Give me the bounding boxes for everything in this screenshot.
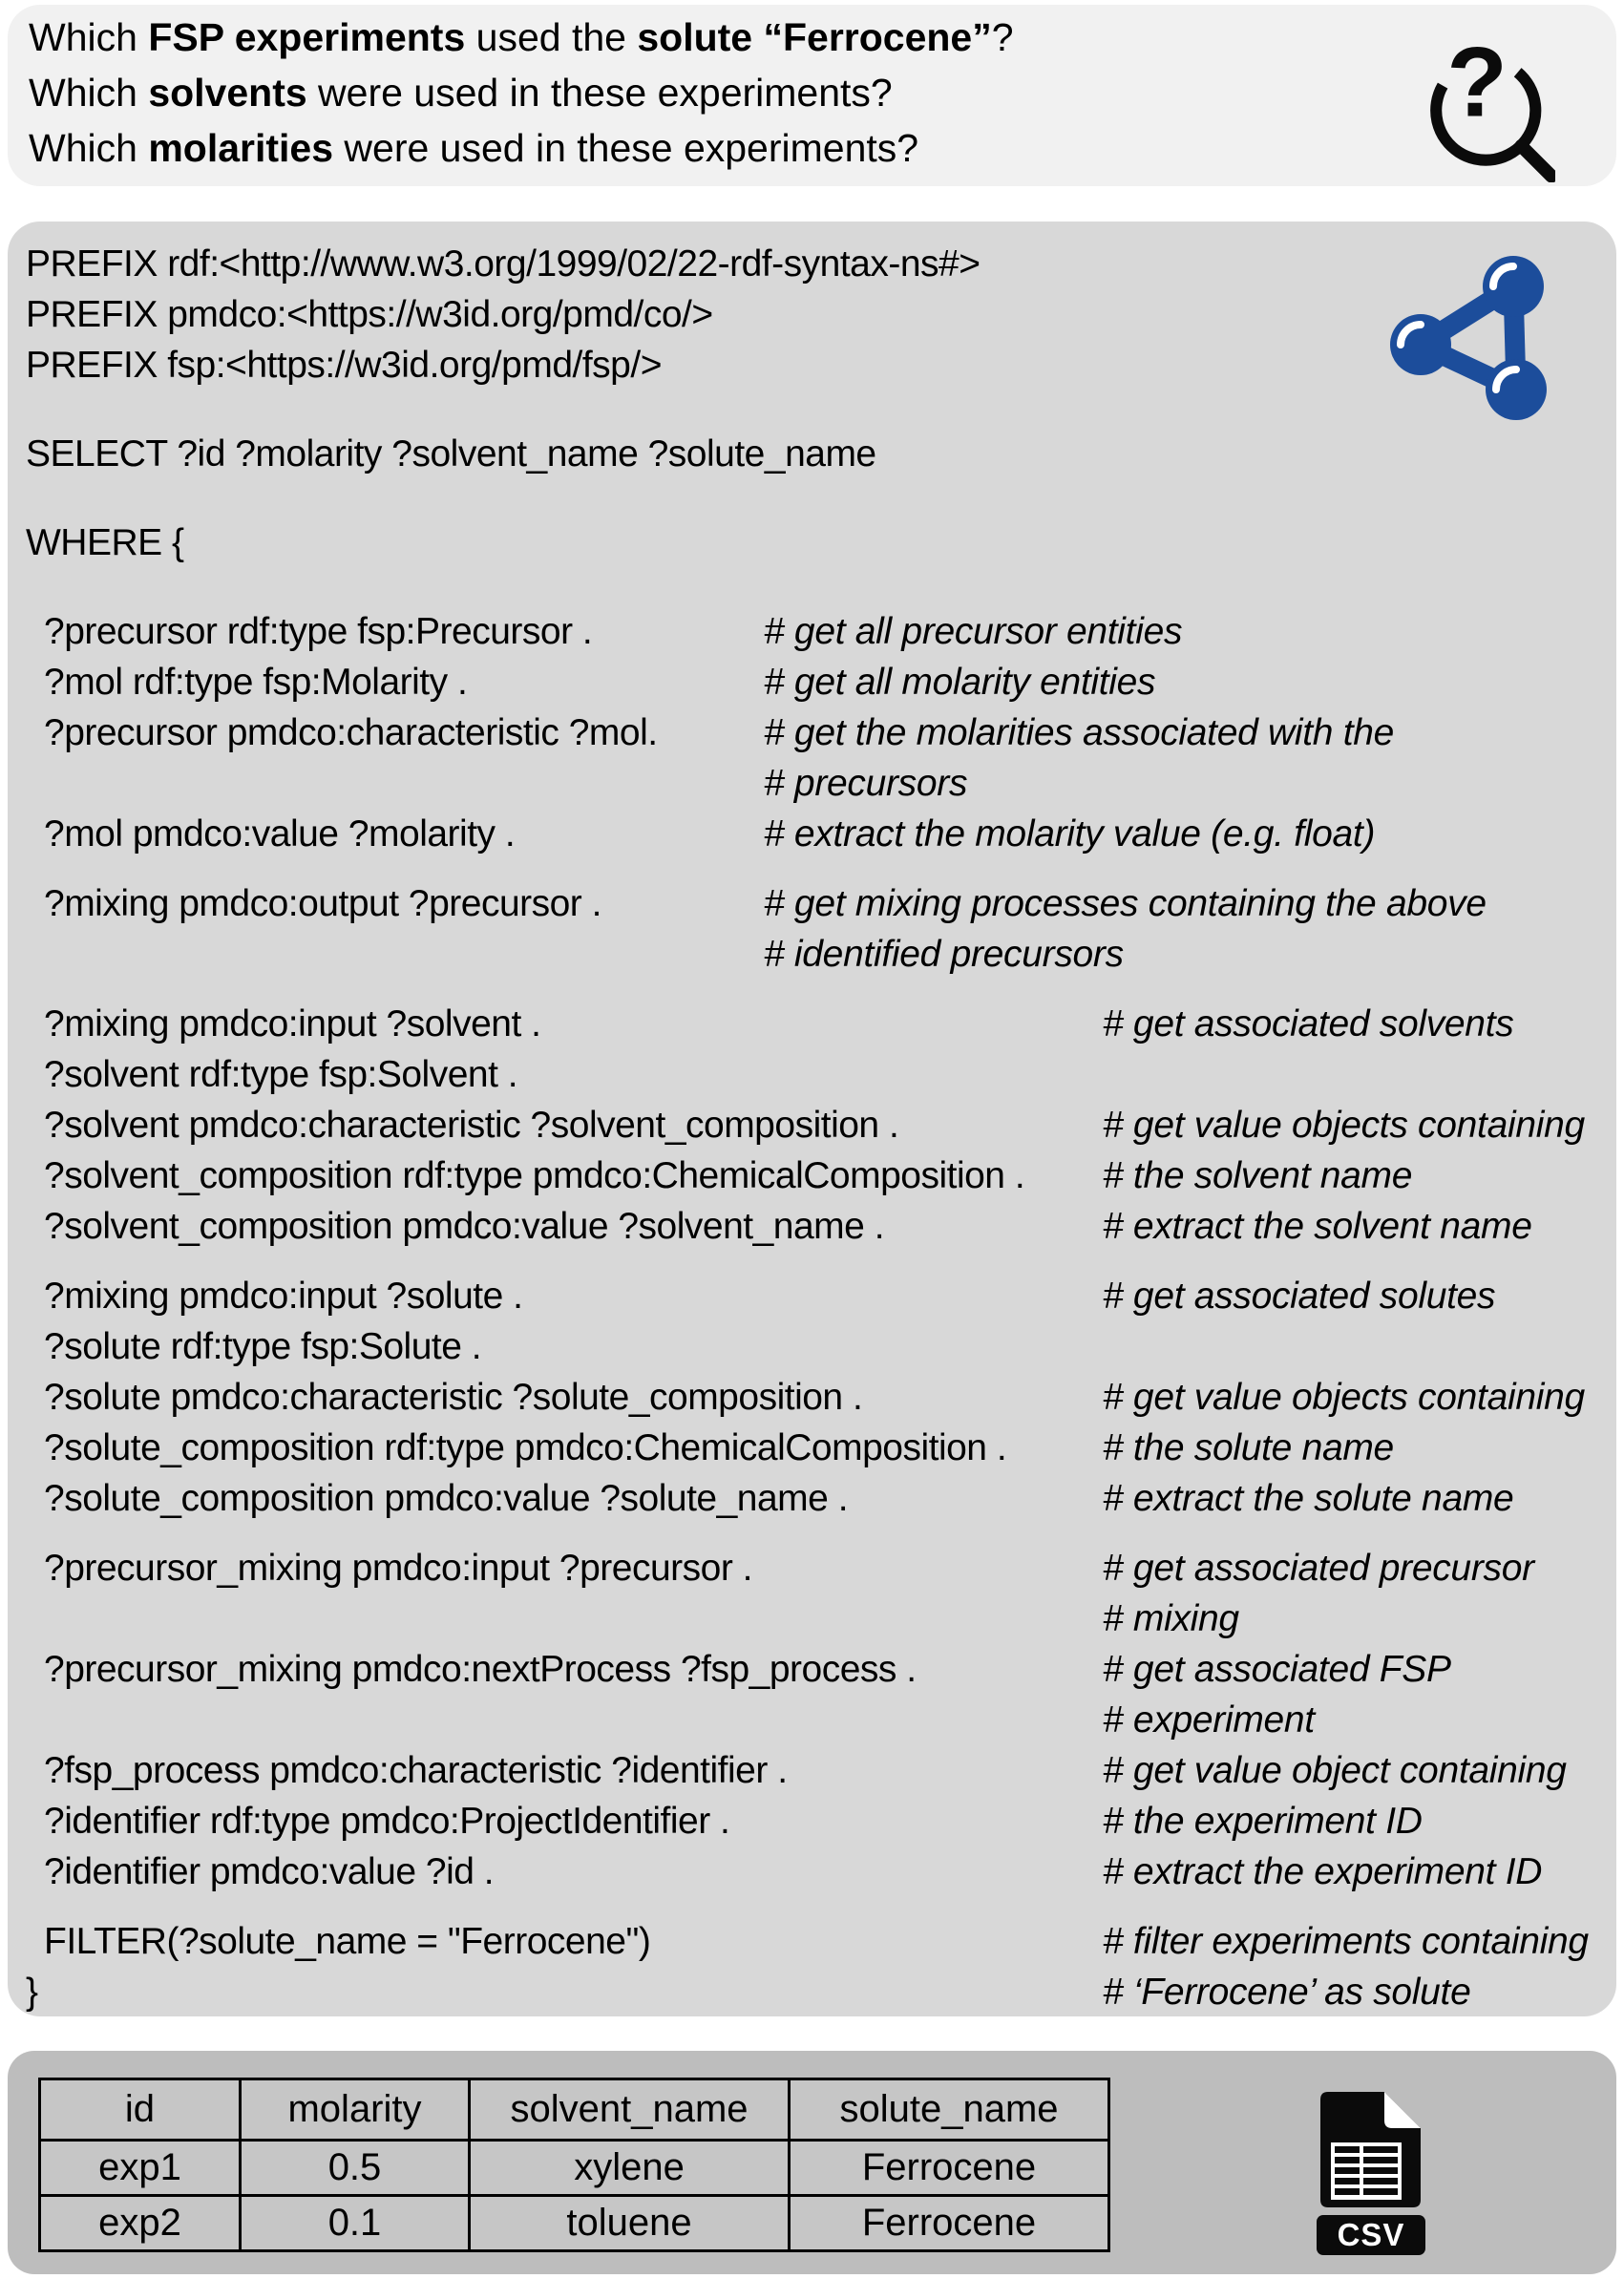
table-cell: exp1 (40, 2141, 241, 2196)
question-text-segment: solvents (148, 71, 307, 115)
query-line (8, 1593, 1616, 1644)
table-row (40, 2141, 1109, 2196)
sparql-comment: # get the molarities associated with the (764, 712, 1395, 753)
magnifier-handle (1521, 146, 1551, 177)
sparql-code: ?mol rdf:type fsp:Molarity . (44, 662, 468, 703)
question-text-segment: Which (29, 126, 149, 170)
csv-document-fold (1384, 2092, 1421, 2128)
query-line (8, 606, 1616, 657)
question-text-segment: ? (991, 15, 1014, 59)
query-line (8, 429, 1616, 479)
query-line (8, 517, 1616, 568)
sparql-code: ?solvent rdf:type fsp:Solvent . (44, 1054, 518, 1095)
query-line (8, 1201, 1616, 1252)
query-line (8, 758, 1616, 809)
sparql-code: ?precursor pmdco:characteristic ?mol. (44, 712, 658, 753)
sparql-comment: # get associated solvents (1103, 1003, 1514, 1045)
sparql-comment: # get value objects containing (1103, 1377, 1585, 1418)
sparql-code: PREFIX pmdco:<https://w3id.org/pmd/co/> (26, 294, 713, 335)
question-text-segment: FSP experiments (148, 15, 466, 59)
query-line (8, 1321, 1616, 1372)
sparql-comment: # get associated solutes (1103, 1276, 1496, 1317)
query-line (8, 999, 1616, 1049)
sparql-comment: # extract the experiment ID (1103, 1851, 1543, 1892)
spacer (8, 859, 1616, 878)
table-cell: 0.1 (241, 2196, 470, 2251)
question-line (29, 10, 1616, 65)
sparql-code-block (8, 222, 1616, 2017)
sparql-code: } (26, 1972, 38, 2013)
question-magnifier-icon (1422, 18, 1555, 182)
sparql-comment: # ‘Ferrocene’ as solute (1103, 1972, 1471, 2013)
results-table-head (40, 2079, 1109, 2141)
sparql-comment: # the experiment ID (1103, 1801, 1423, 1842)
query-line (8, 929, 1616, 980)
sparql-code: ?solvent_composition pmdco:value ?solvent_name . (44, 1206, 885, 1247)
sparql-comment: # identified precursors (764, 934, 1124, 975)
table-cell: Ferrocene (790, 2196, 1109, 2251)
sparql-comment: # experiment (1103, 1699, 1315, 1741)
query-line (8, 1796, 1616, 1846)
question-text-segment: Which (29, 71, 149, 115)
query-line (8, 1745, 1616, 1796)
spacer (8, 1524, 1616, 1543)
sparql-comment: # get value object containing (1103, 1750, 1567, 1791)
questions-text-block (8, 5, 1616, 176)
sparql-code: ?solute pmdco:characteristic ?solute_composition . (44, 1377, 863, 1418)
sparql-code: WHERE { (26, 522, 184, 563)
sparql-comment: # extract the solute name (1103, 1478, 1514, 1519)
question-text-segment: were used in these experiments? (333, 126, 919, 170)
question-line (29, 120, 1616, 176)
sparql-comment: # mixing (1103, 1598, 1239, 1639)
question-text-segment: solute “Ferrocene” (637, 15, 992, 59)
query-line (8, 707, 1616, 758)
sparql-comment: # get mixing processes containing the above (764, 883, 1487, 924)
table-header-row (40, 2079, 1109, 2141)
query-line (8, 657, 1616, 707)
column-header: solute_name (790, 2079, 1109, 2141)
sparql-code: ?precursor_mixing pmdco:input ?precursor . (44, 1548, 753, 1589)
sparql-code: ?precursor_mixing pmdco:nextProcess ?fsp_process . (44, 1649, 917, 1690)
query-line (8, 1543, 1616, 1593)
sparql-code: ?solvent_composition rdf:type pmdco:ChemicalComposition . (44, 1155, 1025, 1196)
sparql-comment: # get all molarity entities (764, 662, 1156, 703)
results-table-body (40, 2141, 1109, 2251)
sparql-code: ?solute_composition pmdco:value ?solute_name . (44, 1478, 849, 1519)
csv-file-icon (1315, 2089, 1427, 2257)
query-line (8, 1473, 1616, 1524)
question-text-segment: used the (465, 15, 638, 59)
sparql-comment: # extract the molarity value (e.g. float) (764, 813, 1376, 855)
query-line (8, 1049, 1616, 1100)
sparql-comment: # the solute name (1103, 1427, 1394, 1468)
column-header: molarity (241, 2079, 470, 2141)
column-header: id (40, 2079, 241, 2141)
spacer (8, 479, 1616, 517)
sparql-code: SELECT ?id ?molarity ?solvent_name ?solute_name (26, 433, 876, 475)
spacer (8, 1252, 1616, 1271)
sparql-comment: # get associated FSP (1103, 1649, 1451, 1690)
query-line (8, 1695, 1616, 1745)
sparql-code: ?identifier pmdco:value ?id . (44, 1851, 495, 1892)
sparql-comment: # filter experiments containing (1103, 1921, 1589, 1962)
query-line (8, 1372, 1616, 1423)
csv-badge-label: CSV (1337, 2217, 1405, 2252)
question-text-segment: molarities (148, 126, 334, 170)
query-line (8, 1846, 1616, 1897)
spacer (8, 568, 1616, 606)
query-line (8, 1916, 1616, 1967)
question-text-segment: were used in these experiments? (306, 71, 893, 115)
table-row (40, 2196, 1109, 2251)
rdf-graph-icon (1376, 246, 1557, 428)
sparql-code: ?mixing pmdco:input ?solute . (44, 1276, 523, 1317)
question-mark-glyph: ? (1446, 27, 1508, 138)
sparql-code: ?mixing pmdco:output ?precursor . (44, 883, 601, 924)
query-line (8, 1150, 1616, 1201)
sparql-code: ?solute_composition rdf:type pmdco:ChemicalComposition . (44, 1427, 1007, 1468)
sparql-comment: # get associated precursor (1103, 1548, 1534, 1589)
sparql-code: PREFIX fsp:<https://w3id.org/pmd/fsp/> (26, 345, 662, 386)
results-table (38, 2078, 1110, 2252)
spacer (8, 1897, 1616, 1916)
question-text-segment: Which (29, 15, 149, 59)
sparql-query-panel (8, 222, 1616, 2016)
sparql-code: ?precursor rdf:type fsp:Precursor . (44, 611, 593, 652)
sparql-code: ?fsp_process pmdco:characteristic ?identifier . (44, 1750, 788, 1791)
sparql-code: ?solvent pmdco:characteristic ?solvent_composition . (44, 1105, 899, 1146)
sparql-comment: # get all precursor entities (764, 611, 1183, 652)
query-line (8, 1967, 1616, 2017)
sparql-comment: # the solvent name (1103, 1155, 1413, 1196)
sparql-comment: # extract the solvent name (1103, 1206, 1532, 1247)
table-cell: xylene (470, 2141, 790, 2196)
sparql-comment: # precursors (764, 763, 968, 804)
table-cell: 0.5 (241, 2141, 470, 2196)
sparql-comment: # get value objects containing (1103, 1105, 1585, 1146)
sparql-code: FILTER(?solute_name = "Ferrocene") (44, 1921, 651, 1962)
query-line (8, 1100, 1616, 1150)
questions-panel (8, 5, 1616, 186)
sparql-code: ?mixing pmdco:input ?solvent . (44, 1003, 541, 1045)
results-panel (8, 2051, 1616, 2274)
query-line (8, 1644, 1616, 1695)
column-header: solvent_name (470, 2079, 790, 2141)
query-line (8, 878, 1616, 929)
table-cell: Ferrocene (790, 2141, 1109, 2196)
table-cell: toluene (470, 2196, 790, 2251)
sparql-code: ?solute rdf:type fsp:Solute . (44, 1326, 482, 1367)
spacer (8, 980, 1616, 999)
query-line (8, 809, 1616, 859)
table-cell: exp2 (40, 2196, 241, 2251)
question-line (29, 65, 1616, 120)
query-line (8, 1423, 1616, 1473)
sparql-code: ?mol pmdco:value ?molarity . (44, 813, 516, 855)
sparql-code: ?identifier rdf:type pmdco:ProjectIdentifier . (44, 1801, 730, 1842)
query-line (8, 1271, 1616, 1321)
sparql-code: PREFIX rdf:<http://www.w3.org/1999/02/22-rdf-syntax-ns#> (26, 243, 981, 285)
